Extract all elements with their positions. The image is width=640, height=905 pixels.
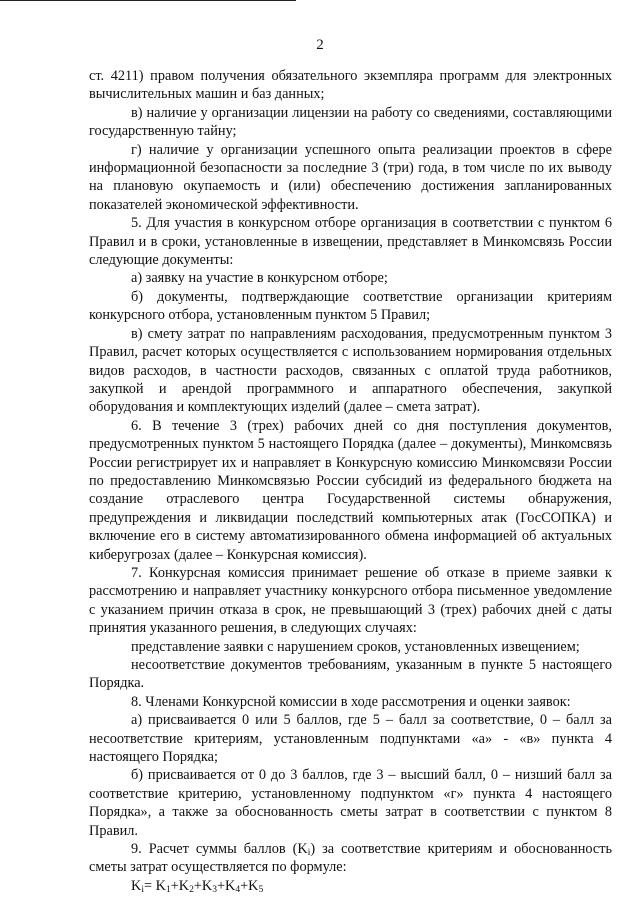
paragraph: 7. Конкурсная комиссия принимает решение об отказе в приеме заявки к рассмотрению и направляет участнику конкурсного отбора письменное уведомление с указанием причин отказа в срок, не превышающий 3 (трех) рабочих дней с даты принятия указанного решения, в следующих случаях: (89, 564, 612, 637)
paragraph: 5. Для участия в конкурсном отборе организация в соответствии с пунктом 6 Правил и в сроки, установленные в извещении, представляет в Минкомсвязь России следующие документы: (89, 215, 612, 269)
paragraph: в) смету затрат по направлениям расходования, предусмотренным пунктом 3 Правил, расчет которых осуществляется с использованием нормирования отдельных видов расходов, в частности расходов, связанных с оплатой труда работников, закупкой и арендой программного и аппаратного обеспечения, закупкой оборудования и комплектующих изделий (далее – смета затрат). (89, 325, 612, 416)
formula-sub-2: 2 (189, 884, 194, 895)
formula-plus-1: +K (170, 877, 190, 894)
paragraph: б) присваивается от 0 до 3 баллов, где 3 – высший балл, 0 – низший балл за соответствие критерию, установленному подпунктом «г» пункта 4 настоящего Порядка», а также за обоснованность сметы затрат в соответствии с пунктом 8 Правил. (89, 767, 612, 839)
formula-sub-4: 4 (235, 884, 241, 895)
formula-plus-4: +K (240, 877, 259, 894)
formula-plus-3: +K (216, 877, 236, 894)
paragraph: представление заявки с нарушением сроков, установленных извещением; (131, 638, 580, 655)
top-rule (0, 0, 296, 1)
paragraph: г) наличие у организации успешного опыта реализации проектов в сфере информационной безопасности за последние 3 (три) года, в том числе по их выводу на плановую окупаемость и (или) обеспечению достижения запланированных показателей экономической эффективности. (89, 141, 612, 213)
p9-text-after: ) за соответствие критериям и обоснованность сметы затрат осуществляется по формуле: (89, 841, 612, 876)
paragraph: ст. 4211) правом получения обязательного экземпляра программ для электронных вычислительных машин и баз данных; (89, 68, 612, 103)
formula-lhs-sub: i (141, 884, 144, 895)
paragraph: 6. В течение 3 (трех) рабочих дней со дня поступления документов, предусмотренных пунктом 5 настоящего Порядка (далее – документы), Минкомсвязь России регистрирует их и направляет в Конкурсную комиссию Минкомсвязи России по предоставлению Минкомсвязью России субсидий из федерального бюджета на создание отраслевого центра Государственной системы обнаружения, предупреждения и ликвидации последствий компьютерных атак (ГосСОПКА) и включение его в систему автоматизированного обмена информацией об актуальных киберугрозах (далее – Конкурсная комиссия). (89, 417, 612, 563)
score-formula (89, 877, 612, 895)
formula-sub-1: 1 (165, 884, 171, 895)
page-number: 2 (316, 37, 324, 53)
paragraph: б) документы, подтверждающие соответствие организации критериям конкурсного отбора, установленным пунктом 5 Правил; (89, 288, 612, 324)
p9-subscript: i (307, 848, 311, 859)
p9-text-before: 9. Расчет суммы баллов (K (131, 841, 308, 858)
paragraph: а) присваивается 0 или 5 баллов, где 5 – балл за соответствие, 0 – балл за несоответствие критериям, установленным подпунктами «а» - «в» пункта 4 настоящего Порядка; (89, 712, 612, 766)
paragraph-9 (89, 840, 612, 877)
paragraph-list (89, 67, 612, 840)
paragraph: 8. Членами Конкурсной комиссии в ходе рассмотрения и оценки заявок: (131, 693, 571, 710)
formula-plus-2: +K (193, 877, 213, 894)
paragraph: несоответствие документов требованиям, указанным в пункте 5 настоящего Порядка. (89, 657, 612, 692)
paragraph: а) заявку на участие в конкурсном отборе; (131, 270, 388, 287)
formula-sub-5: 5 (258, 884, 264, 895)
formula-sub-3: 3 (212, 884, 217, 895)
formula-lhs: K (131, 877, 142, 894)
paragraph: в) наличие у организации лицензии на работу со сведениями, составляющими государственную тайну; (89, 104, 612, 140)
document-body (89, 67, 612, 895)
formula-eq: = K (143, 877, 166, 894)
